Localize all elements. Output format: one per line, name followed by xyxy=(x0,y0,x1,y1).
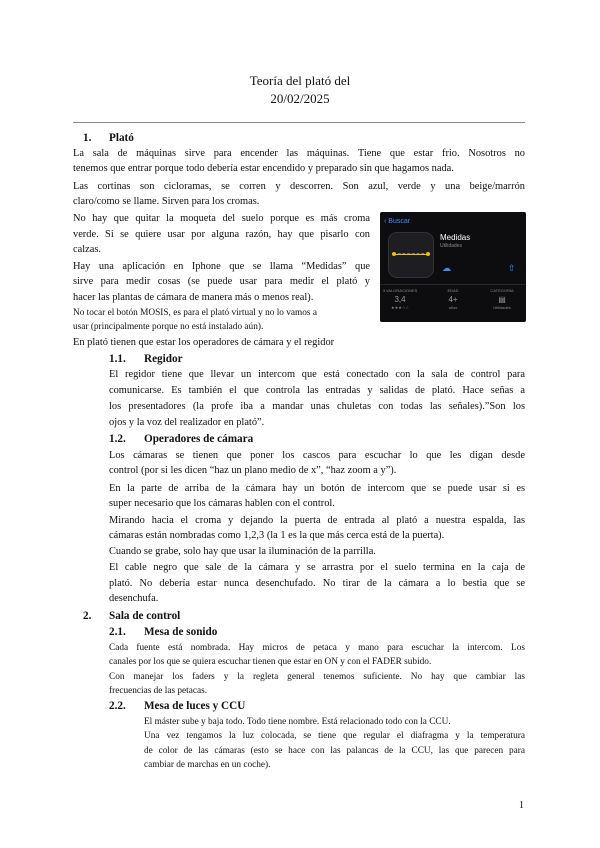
paragraph-line: ojos y la voz del realizador en plató”. xyxy=(109,417,265,428)
measure-dot xyxy=(392,252,396,256)
paragraph-line: de color de las cámaras (esto se hace con las palancas de la CCU, las que parecen para xyxy=(144,746,525,756)
stats-divider xyxy=(380,284,526,285)
measure-dot xyxy=(426,252,430,256)
paragraph-line: cámaras están nombradas como 1,2,3 (la 1 es la que más cerca está de la puerta). xyxy=(109,530,445,541)
paragraph-line: No hay que quitar la moqueta del suelo porque es más croma xyxy=(73,213,370,224)
paragraph-line: Mirando hacia el croma y dejando la puerta de entrada al plató a nuestra espalda, las xyxy=(109,515,525,526)
paragraph-line: Cada fuente está nombrada. Hay micros de petaca y mano para escuchar la intercom. Los xyxy=(109,643,525,653)
paragraph-line: Cuando se grabe, solo hay que usar la iluminación de la parrilla. xyxy=(109,546,376,557)
calculator-icon: ▤ xyxy=(498,295,506,304)
stat-stars: ★★★☆☆ xyxy=(391,305,409,310)
paragraph-line: Hay una aplicación en Iphone que se llama “Medidas” que xyxy=(73,261,370,272)
paragraph-line: frecuencias de las petacas. xyxy=(109,686,208,696)
paragraph-line: En la parte de arriba de la cámara hay un botón de intercom que se puede usar si es xyxy=(109,483,525,494)
paragraph-line: los presentadores (la profe iba a mandar unas chuletas con todas las señales).”Son los xyxy=(109,401,525,412)
subsection-2-2-number: 2.2. xyxy=(109,700,126,712)
paragraph-line: sirve para medir cosas (se puede usar para medir el plató y xyxy=(73,276,370,287)
title-divider xyxy=(73,122,525,123)
paragraph-line: hacer las plantas de cámara de manera más o menos real). xyxy=(73,292,314,303)
paragraph-line: claro/como se llame. Sirven para los cromas. xyxy=(73,196,260,207)
stat-age xyxy=(435,288,471,311)
paragraph-line: desenchufa. xyxy=(109,593,159,604)
back-label: Buscar xyxy=(388,218,411,225)
subsection-1-2-title: Operadores de cámara xyxy=(144,433,254,445)
section-2-number: 2. xyxy=(83,610,92,622)
app-store-back-link: ‹ Buscar xyxy=(384,218,411,225)
page-number: 1 xyxy=(519,800,524,811)
stat-label: 3 VALORACIONES xyxy=(382,288,418,293)
paragraph-line: El cable negro que sale de la cámara y se arrastra por el suelo termina en la caja de xyxy=(109,562,525,573)
paragraph-line: Las cortinas son cicloramas, se corren y descorren. Son azul, verde y una beige/marrón xyxy=(73,181,525,192)
paragraph-line: plató. No debería estar nunca desenchufado. No tirar de la cámara a lo bestia que se xyxy=(109,578,525,589)
paragraph-line: calzas. xyxy=(73,244,101,255)
app-subtitle: Utilidades xyxy=(440,243,462,249)
document-title: Teoría del plató del xyxy=(249,73,351,88)
paragraph-line: Con manejar los faders y la regleta general tenemos suficiente. No hay que cambiar las xyxy=(109,672,525,682)
subsection-1-2-number: 1.2. xyxy=(109,433,126,445)
stat-label: CATEGORÍA xyxy=(490,288,514,293)
stat-value: 3,4 xyxy=(394,295,406,304)
medidas-app-icon xyxy=(388,232,434,278)
paragraph-line: cambiar de marchas en un coche). xyxy=(144,760,271,770)
note-line: No tocar el botón MOSIS, es para el plató virtual y no lo vamos a xyxy=(73,308,317,318)
paragraph-line: En plató tienen que estar los operadores de cámara y el regidor xyxy=(73,337,335,348)
stat-sub: Utilidades xyxy=(493,305,511,310)
paragraph-line: comunicarse. Es también el que controla las entradas y salidas de plató. Hace señas a xyxy=(109,385,525,396)
app-name: Medidas xyxy=(440,233,471,242)
section-1-title: Plató xyxy=(109,132,134,144)
subsection-2-1-number: 2.1. xyxy=(109,626,126,638)
paragraph-line: tenemos que entrar porque todo debería estar encendido y preparado sin que hagamos nada. xyxy=(73,163,454,174)
subsection-1-1-title: Regidor xyxy=(144,353,183,365)
paragraph-line: Los cámaras se tienen que poner los cascos para escuchar lo que les digan desde xyxy=(109,450,525,461)
stat-label: EDAD xyxy=(447,288,459,293)
paragraph-line: verde. Si se quiere usar por alguna razón, hay que pisarlo con xyxy=(73,229,370,240)
stat-value: 4+ xyxy=(448,295,458,304)
subsection-2-1-title: Mesa de sonido xyxy=(144,626,218,638)
subsection-1-1-number: 1.1. xyxy=(109,353,126,365)
note-line: usar (principalmente porque no está instalado aún). xyxy=(73,322,264,332)
section-1-number: 1. xyxy=(83,132,92,144)
subsection-2-2-title: Mesa de luces y CCU xyxy=(144,700,246,712)
paragraph-line: El regidor tiene que llevar un intercom que está conectado con la sala de control para xyxy=(109,369,525,380)
medidas-app-screenshot xyxy=(380,212,526,322)
paragraph-line: Una vez tengamos la luz colocada, se tiene que regular el diafragma y la temperatura xyxy=(144,731,525,741)
paragraph-line: El máster sube y baja todo. Todo tiene nombre. Está relacionado todo con la CCU. xyxy=(144,717,451,727)
stat-category xyxy=(484,288,520,311)
share-icon: ⇧ xyxy=(508,264,516,274)
paragraph-line: La sala de máquinas sirve para encender las máquinas. Tiene que estar frio. Nosotros no xyxy=(73,148,525,159)
measure-line xyxy=(393,254,429,255)
paragraph-line: super necesario que los cámaras hablen con el control. xyxy=(109,498,335,509)
paragraph-line: control (por si les dicen “haz un plano medio de x”, “haz zoom a y”). xyxy=(109,465,397,476)
stat-ratings xyxy=(382,288,418,311)
document-date: 20/02/2025 xyxy=(270,91,330,106)
stat-sub: años xyxy=(448,305,458,310)
paragraph-line: canales por los que se quiera escuchar tienen que estar en ON y con el FADER subido. xyxy=(109,657,432,667)
download-cloud-icon: ☁ xyxy=(442,264,451,274)
section-2-title: Sala de control xyxy=(109,610,181,622)
